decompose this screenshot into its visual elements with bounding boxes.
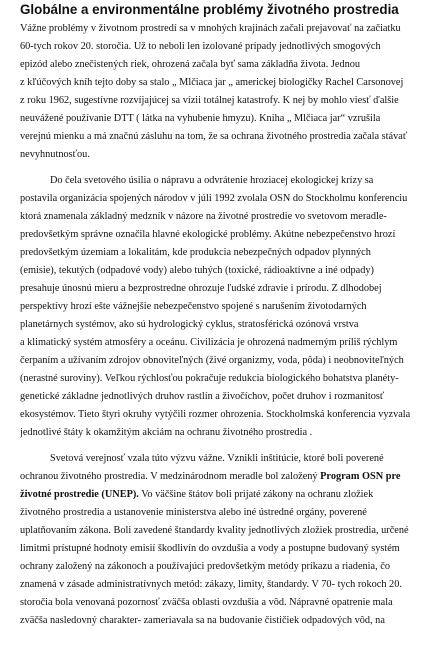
text-line: Vážne problémy v životnom prostredí sa v mnohých krajinách začali prejavovať na začiatku — [20, 23, 401, 34]
text-line: verejnú mienku a má značnú zásluhu na tom, že sa ochrana životného prostredia začala stávať — [20, 131, 408, 142]
text-line: predovšetkým správne označila hlavné ekologické problémy. Akútne nebezpečenstvo hrozí — [20, 229, 396, 240]
text-line: a klimatický systém atmosféry a oceánu. Civilizácia je ohrozená nadmerným príliš rýchlym — [20, 337, 398, 348]
text-line: ochrany založený na zákonoch a používajúci predovšetkým metódy príkazu a riadenia, čo — [20, 561, 390, 572]
bold-text: životné prostredie (UNEP). — [20, 489, 139, 500]
text-line: predovšetkým územiam a lokalitám, kde produkcia nebezpečných odpadov plynných — [20, 247, 371, 258]
text-line — [20, 468, 440, 486]
text-line: perspektívy hrozí ešte vážnejšie nebezpečenstvo spojené s narušením životodarných — [20, 301, 367, 312]
text-line: 60-tych rokov 20. storočia. Už to neboli len izolované prípady jednotlivých smogových — [20, 41, 381, 52]
text-span: ochranou životného prostredia. V medzinárodnom meradle bol založený — [20, 471, 321, 482]
text-line: čerpaním a užívaním zdrojov obnoviteľných (živé organizmy, voda, pôda) i neobnoviteľných — [20, 355, 404, 366]
text-line: neuvážené používanie DTT ( látka na vyhubenie hmyzu). Kniha „ Mlčiaca jar“ vzrušila — [20, 113, 381, 124]
text-line: Svetová verejnosť vzala túto výzvu vážne. Vznikli inštitúcie, ktoré boli poverené — [50, 453, 384, 464]
document-title: Globálne a environmentálne problémy životného prostredia — [20, 2, 399, 17]
text-line: Do čela svetového úsilia o nápravu a odvrátenie hroziacej ekologickej krízy sa — [50, 175, 374, 186]
text-line: ekosystémov. Tieto štyri okruhy vytýčili rozmer ohrozenia. Stockholmská konferencia vyzvala — [20, 409, 411, 420]
text-line: z roku 1962, sugestívne rozvíjajúcej sa vízii totálnej katastrofy. K nej by mohlo viesť ďalšie — [20, 95, 399, 106]
text-line: genetické základne jednotlivých druhov rastlín a živočíchov, počet druhov i rozmanitosť — [20, 391, 385, 402]
text-line: postavila organizácia spojených národov v júli 1992 zvolala OSN do Stockholmu konferenciu — [20, 193, 408, 204]
text-line: zväčša nasledovný charakter- zameriavala sa na budovanie čističiek odpadových vôd, na — [20, 615, 385, 626]
text-line: planetárnych systémov, ako sú hydrologický cyklus, stratosférická ozónová vrstva — [20, 319, 359, 330]
text-line: ktorá znamenala základný medzník v názore na životné prostredie vo svetovom meradle- — [20, 211, 387, 222]
bold-text: Program OSN pre — [320, 471, 401, 482]
text-line: (emisie), tekutých (odpadové vody) alebo tuhých (toxické, rádioaktívne a iné odpady) — [20, 265, 374, 276]
text-line: storočia bola venovaná pozornosť zväčša oblasti ovzdušia a vôd. Nápravné opatrenie mala — [20, 597, 393, 608]
text-line: znamená v zásade administratívnych metód: zákazy, limity, štandardy. V 70- tych rokoch 20. — [20, 579, 402, 590]
text-line — [20, 486, 440, 504]
text-line: limitmi prístupné hodnoty emisií škodlivín do ovzdušia a vody a postupne budovaný systém — [20, 543, 400, 554]
text-span: Vo väčšine štátov boli prijaté zákony na ochranu zložiek — [138, 489, 374, 500]
text-line: nevyhnutnosťou. — [20, 149, 90, 160]
text-line: z kľúčových kníh tejto doby sa stalo „ Mlčiaca jar „ americkej biologičky Rachel Carsonovej — [20, 77, 404, 88]
text-line: jednotlivé štáty k okamžitým akciám na ochranu životného prostredia . — [20, 427, 313, 438]
text-line: uplatňovaním zákona. Boli zavedené štandardy kvality jednotlivých zložiek prostredia, určené — [20, 525, 409, 536]
text-line: epizód alebo znečistených riek, ohrozená začala byť sama základňa života. Jednou — [20, 59, 361, 70]
text-line: (nerastné suroviny). Veľkou rýchlosťou pokračuje redukcia biologického bohatstva planéty- — [20, 373, 399, 384]
text-line: presahuje únosnú mieru a bezprostredne ohrozuje ľudské zdravie i prírodu. Z dlhodobej — [20, 283, 382, 294]
text-line: životného prostredia a ustanovenie ministerstva alebo iné ústredné orgány, poverené — [20, 507, 367, 518]
